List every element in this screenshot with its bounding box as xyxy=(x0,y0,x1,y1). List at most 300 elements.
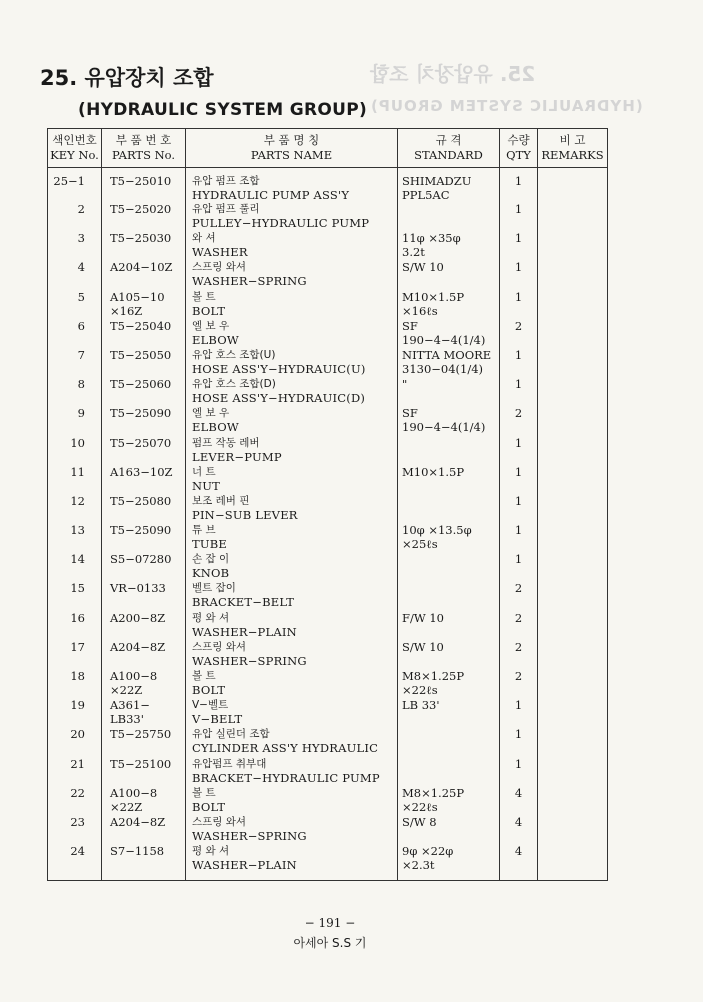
part-no-line1: T5−25030 xyxy=(110,231,172,246)
part-name xyxy=(186,815,398,844)
part-name xyxy=(186,786,398,815)
part-name-en: HOSE ASS'Y−HYDRAUIC(U) xyxy=(192,361,366,376)
header-std xyxy=(398,129,500,168)
standard-line1: S/W 10 xyxy=(402,639,444,654)
qty: 1 xyxy=(500,348,538,377)
part-name xyxy=(186,757,398,786)
qty: 1 xyxy=(500,202,538,231)
part-name xyxy=(186,727,398,756)
header-qty xyxy=(500,129,538,168)
part-no-line1: T5−25090 xyxy=(110,406,172,421)
part-no xyxy=(102,168,186,203)
standard xyxy=(398,348,500,377)
remarks xyxy=(538,465,608,494)
part-no-line1: A100−8 xyxy=(110,669,158,683)
standard xyxy=(398,552,500,581)
table-row xyxy=(48,465,608,494)
remarks xyxy=(538,319,608,348)
remarks xyxy=(538,436,608,465)
header-name-en: PARTS NAME xyxy=(250,148,333,162)
header-std-ko: 규 격 xyxy=(435,133,462,147)
part-name-ko: 보조 레버 핀 xyxy=(192,494,250,507)
remarks xyxy=(538,377,608,406)
remarks xyxy=(538,640,608,669)
part-no-line2: ×22Z xyxy=(110,683,143,697)
part-no xyxy=(102,406,186,435)
part-name-en: WASHER−SPRING xyxy=(192,828,307,843)
part-no-line1: T5−25010 xyxy=(110,174,172,188)
part-name-ko: 볼 트 xyxy=(192,670,216,682)
qty: 1 xyxy=(500,552,538,581)
part-no xyxy=(102,581,186,610)
standard xyxy=(398,202,500,231)
part-name-en: PIN−SUB LEVER xyxy=(192,507,298,522)
part-name xyxy=(186,844,398,881)
table-row xyxy=(48,377,608,406)
remarks xyxy=(538,260,608,289)
qty: 1 xyxy=(500,727,538,756)
part-no xyxy=(102,698,186,727)
key-no: 9 xyxy=(48,406,102,435)
qty: 2 xyxy=(500,669,538,698)
part-no-line1: A204−10Z xyxy=(110,260,173,275)
table-row xyxy=(48,348,608,377)
part-name-en: NUT xyxy=(192,478,221,493)
part-name-en: BRACKET−HYDRAULIC PUMP xyxy=(192,770,380,785)
part-name-ko: 볼 트 xyxy=(192,786,216,799)
part-no xyxy=(102,465,186,494)
standard xyxy=(398,669,500,698)
standard xyxy=(398,377,500,406)
part-name-ko: V−벨트 xyxy=(192,699,229,712)
standard xyxy=(398,260,500,289)
header-part xyxy=(102,129,186,168)
part-name xyxy=(186,552,398,581)
part-no-line2: ×22Z xyxy=(110,799,143,814)
standard xyxy=(398,406,500,435)
part-no-line2: LB33' xyxy=(110,712,144,727)
part-name-en: WASHER−PLAIN xyxy=(192,624,297,639)
part-name xyxy=(186,581,398,610)
part-name xyxy=(186,698,398,727)
table-row xyxy=(48,552,608,581)
qty: 2 xyxy=(500,581,538,610)
part-name xyxy=(186,465,398,494)
part-name xyxy=(186,377,398,406)
qty: 1 xyxy=(500,523,538,552)
part-no-line1: T5−25080 xyxy=(110,493,172,508)
remarks xyxy=(538,581,608,610)
section-title xyxy=(40,62,367,120)
standard-line1: F/W 10 xyxy=(402,610,444,625)
standard-line1: M8×1.25P xyxy=(402,669,465,683)
table-row xyxy=(48,757,608,786)
remarks xyxy=(538,168,608,203)
part-no-line1: A204−8Z xyxy=(110,639,166,654)
part-no-line1: A100−8 xyxy=(110,785,158,800)
part-name-ko: 와 셔 xyxy=(192,232,216,245)
part-name-ko: 유압펌프 취부대 xyxy=(192,757,267,770)
part-name-ko: 엘 보 우 xyxy=(192,407,230,420)
header-name xyxy=(186,129,398,168)
bleed-through-title xyxy=(370,58,643,115)
part-no-line1: A200−8Z xyxy=(110,610,166,625)
key-no: 6 xyxy=(48,319,102,348)
part-name-en: WASHER−SPRING xyxy=(192,653,307,668)
section-title-en: (HYDRAULIC SYSTEM GROUP) xyxy=(78,100,368,120)
key-no: 17 xyxy=(48,640,102,669)
part-name-en: BOLT xyxy=(192,683,226,697)
table-row xyxy=(48,698,608,727)
qty: 2 xyxy=(500,406,538,435)
standard-line1: SF xyxy=(402,406,418,421)
part-no xyxy=(102,290,186,319)
key-no: 12 xyxy=(48,494,102,523)
qty: 1 xyxy=(500,757,538,786)
standard-line1: 10φ ×13.5φ xyxy=(402,523,472,538)
standard-line2: ×2.3t xyxy=(402,858,435,873)
section-title-ko: 25. 유압장치 조합 xyxy=(40,66,214,90)
key-no: 3 xyxy=(48,231,102,260)
part-name xyxy=(186,168,398,203)
part-name-ko: 펌프 작동 레버 xyxy=(192,436,260,449)
table-row xyxy=(48,815,608,844)
qty: 1 xyxy=(500,494,538,523)
header-qty-en: QTY xyxy=(506,148,531,162)
table-row xyxy=(48,786,608,815)
header-qty-ko: 수량 xyxy=(507,133,530,147)
table-row xyxy=(48,436,608,465)
part-name-ko: 평 와 셔 xyxy=(192,611,230,624)
table-row xyxy=(48,523,608,552)
part-name-en: BOLT xyxy=(192,303,226,318)
key-no: 24 xyxy=(48,844,102,881)
standard-line2: ×25ℓs xyxy=(402,537,438,552)
qty: 1 xyxy=(500,168,538,203)
part-no-line1: T5−25050 xyxy=(110,347,172,362)
remarks xyxy=(538,669,608,698)
table-row xyxy=(48,844,608,881)
part-name-en: HYDRAULIC PUMP ASS'Y xyxy=(192,188,350,202)
header-key-ko: 색인번호 xyxy=(52,133,97,147)
part-no-line1: T5−25020 xyxy=(110,202,172,216)
table-row xyxy=(48,669,608,698)
page-number: − 191 − xyxy=(304,916,356,930)
part-name xyxy=(186,348,398,377)
part-no xyxy=(102,815,186,844)
header-part-en: PARTS No. xyxy=(111,148,176,162)
company-name: 아세아 S.S 기 xyxy=(293,936,367,950)
standard-line1: SF xyxy=(402,318,418,333)
bleed-through-title-en: (HYDRAULIC SYSTEM GROUP) xyxy=(370,97,643,115)
qty: 1 xyxy=(500,290,538,319)
key-no: 23 xyxy=(48,815,102,844)
part-name-en: TUBE xyxy=(192,537,228,552)
standard xyxy=(398,436,500,465)
standard-line1: S/W 8 xyxy=(402,814,437,829)
part-name xyxy=(186,319,398,348)
page-footer xyxy=(0,916,660,951)
standard-line1: M10×1.5P xyxy=(402,464,465,479)
standard-line1: NITTA MOORE xyxy=(402,347,492,362)
qty: 1 xyxy=(500,465,538,494)
part-name-ko: 스프링 와셔 xyxy=(192,261,247,274)
bleed-through-title-ko: 25. 유압장치 조합 xyxy=(370,62,536,86)
part-name xyxy=(186,640,398,669)
key-no: 2 xyxy=(48,202,102,231)
part-name xyxy=(186,669,398,698)
part-no xyxy=(102,523,186,552)
part-name-en: PULLEY−HYDRAULIC PUMP xyxy=(192,216,370,230)
part-name-en: V−BELT xyxy=(192,712,243,727)
part-no-line1: T5−25060 xyxy=(110,377,172,392)
standard-line2: 190−4−4(1/4) xyxy=(402,420,486,435)
part-name-ko: 유압 호스 조합(D) xyxy=(192,378,276,391)
table-row xyxy=(48,168,608,203)
standard xyxy=(398,786,500,815)
part-name xyxy=(186,260,398,289)
part-no-line1: T5−25090 xyxy=(110,523,172,538)
part-name-en: WASHER−PLAIN xyxy=(192,858,297,873)
standard-line1: 11φ ×35φ xyxy=(402,231,461,246)
qty: 1 xyxy=(500,698,538,727)
remarks xyxy=(538,231,608,260)
part-no-line1: T5−25070 xyxy=(110,435,172,450)
table-row xyxy=(48,406,608,435)
remarks xyxy=(538,523,608,552)
table-row xyxy=(48,319,608,348)
part-name xyxy=(186,202,398,231)
part-no-line1: T5−25040 xyxy=(110,318,172,333)
standard-line1: LB 33' xyxy=(402,698,440,713)
part-no xyxy=(102,640,186,669)
key-no: 14 xyxy=(48,552,102,581)
part-no xyxy=(102,494,186,523)
part-name xyxy=(186,436,398,465)
part-no xyxy=(102,260,186,289)
table-row xyxy=(48,727,608,756)
part-no xyxy=(102,844,186,881)
parts-table-header xyxy=(48,129,608,168)
part-no xyxy=(102,786,186,815)
part-name xyxy=(186,523,398,552)
part-no xyxy=(102,552,186,581)
qty: 1 xyxy=(500,436,538,465)
table-row xyxy=(48,202,608,231)
part-no xyxy=(102,202,186,231)
part-name xyxy=(186,231,398,260)
remarks xyxy=(538,757,608,786)
part-name-en: BOLT xyxy=(192,799,226,814)
key-no: 4 xyxy=(48,260,102,289)
standard-line1: 9φ ×22φ xyxy=(402,844,454,859)
part-name-en: WASHER−SPRING xyxy=(192,274,307,289)
qty: 1 xyxy=(500,377,538,406)
part-name-ko: 유압 펌프 조합 xyxy=(192,175,260,187)
parts-table-body xyxy=(48,168,608,881)
qty: 4 xyxy=(500,815,538,844)
standard-line1: SHIMADZU xyxy=(402,174,472,188)
qty: 2 xyxy=(500,640,538,669)
table-row xyxy=(48,290,608,319)
remarks xyxy=(538,844,608,881)
part-no xyxy=(102,348,186,377)
part-no-line1: A105−10 xyxy=(110,289,165,304)
part-no xyxy=(102,757,186,786)
part-name-ko: 스프링 와셔 xyxy=(192,815,247,828)
remarks xyxy=(538,815,608,844)
part-name-ko: 유압 호스 조합(U) xyxy=(192,348,276,361)
qty: 2 xyxy=(500,611,538,640)
qty: 2 xyxy=(500,319,538,348)
part-name xyxy=(186,494,398,523)
standard-line2: ×22ℓs xyxy=(402,683,438,697)
standard xyxy=(398,611,500,640)
qty: 1 xyxy=(500,260,538,289)
qty: 1 xyxy=(500,231,538,260)
part-name-en: CYLINDER ASS'Y HYDRAULIC xyxy=(192,741,379,756)
standard-line1: M10×1.5P xyxy=(402,289,465,304)
part-no-line1: S5−07280 xyxy=(110,552,172,567)
remarks xyxy=(538,786,608,815)
standard-line2: ×16ℓs xyxy=(402,303,438,318)
part-name-ko: 손 잡 이 xyxy=(192,553,230,566)
header-key xyxy=(48,129,102,168)
standard-line2: ×22ℓs xyxy=(402,799,438,814)
standard xyxy=(398,523,500,552)
key-no: 7 xyxy=(48,348,102,377)
remarks xyxy=(538,348,608,377)
key-no: 16 xyxy=(48,611,102,640)
standard-line2: PPL5AC xyxy=(402,188,450,202)
part-no xyxy=(102,436,186,465)
key-no: 8 xyxy=(48,377,102,406)
standard xyxy=(398,640,500,669)
key-no: 21 xyxy=(48,757,102,786)
standard xyxy=(398,494,500,523)
part-name-ko: 스프링 와셔 xyxy=(192,640,247,653)
standard-line2: 3130−04(1/4) xyxy=(402,361,484,376)
remarks xyxy=(538,611,608,640)
standard xyxy=(398,844,500,881)
remarks xyxy=(538,406,608,435)
header-remarks xyxy=(538,129,608,168)
standard xyxy=(398,290,500,319)
standard-line2: 190−4−4(1/4) xyxy=(402,332,486,347)
remarks xyxy=(538,727,608,756)
remarks xyxy=(538,698,608,727)
standard xyxy=(398,231,500,260)
qty: 4 xyxy=(500,844,538,881)
key-no: 22 xyxy=(48,786,102,815)
standard xyxy=(398,757,500,786)
key-no: 10 xyxy=(48,436,102,465)
header-rem-en: REMARKS xyxy=(541,148,604,162)
part-no-line1: A163−10Z xyxy=(110,464,173,479)
part-name-ko: 엘 보 우 xyxy=(192,319,230,332)
standard xyxy=(398,698,500,727)
part-name-ko: 너 트 xyxy=(192,465,216,478)
part-no xyxy=(102,231,186,260)
qty: 4 xyxy=(500,786,538,815)
header-rem-ko: 비 고 xyxy=(559,133,586,147)
standard-line1: " xyxy=(402,377,408,392)
part-no-line1: A204−8Z xyxy=(110,814,166,829)
part-no xyxy=(102,669,186,698)
table-row xyxy=(48,611,608,640)
part-no-line1: A361− xyxy=(110,698,150,713)
part-name xyxy=(186,290,398,319)
remarks xyxy=(538,202,608,231)
part-no xyxy=(102,377,186,406)
header-std-en: STANDARD xyxy=(414,148,483,162)
key-no: 18 xyxy=(48,669,102,698)
table-row xyxy=(48,581,608,610)
standard xyxy=(398,168,500,203)
part-no-line1: VR−0133 xyxy=(110,581,166,596)
parts-table xyxy=(47,128,608,881)
standard xyxy=(398,319,500,348)
standard xyxy=(398,581,500,610)
part-name-ko: 유압 펌프 풀리 xyxy=(192,203,260,215)
part-name xyxy=(186,406,398,435)
part-name-ko: 벨트 잡이 xyxy=(192,582,236,595)
remarks xyxy=(538,290,608,319)
part-name xyxy=(186,611,398,640)
key-no: 19 xyxy=(48,698,102,727)
key-no: 5 xyxy=(48,290,102,319)
table-row xyxy=(48,260,608,289)
part-name-en: LEVER−PUMP xyxy=(192,449,282,464)
part-name-en: WASHER xyxy=(192,245,248,260)
part-no-line1: S7−1158 xyxy=(110,844,165,859)
part-no-line2: ×16Z xyxy=(110,303,143,318)
standard xyxy=(398,727,500,756)
key-no: 25−1 xyxy=(48,168,102,203)
table-row xyxy=(48,231,608,260)
part-name-ko: 평 와 셔 xyxy=(192,845,230,858)
key-no: 20 xyxy=(48,727,102,756)
header-part-ko: 부 품 번 호 xyxy=(115,133,172,147)
standard xyxy=(398,815,500,844)
part-no-line1: T5−25750 xyxy=(110,727,172,742)
key-no: 15 xyxy=(48,581,102,610)
standard-line1: M8×1.25P xyxy=(402,785,465,800)
standard-line2: 3.2t xyxy=(402,245,425,260)
part-name-en: BRACKET−BELT xyxy=(192,595,295,610)
part-no xyxy=(102,727,186,756)
key-no: 13 xyxy=(48,523,102,552)
table-row xyxy=(48,640,608,669)
part-name-en: ELBOW xyxy=(192,420,239,435)
remarks xyxy=(538,494,608,523)
table-row xyxy=(48,494,608,523)
part-name-en: KNOB xyxy=(192,566,230,581)
header-key-en: KEY No. xyxy=(50,148,99,162)
standard-line1: S/W 10 xyxy=(402,260,444,275)
remarks xyxy=(538,552,608,581)
part-name-ko: 튜 브 xyxy=(192,524,216,537)
part-name-ko: 볼 트 xyxy=(192,290,216,303)
part-name-ko: 유압 실린더 조합 xyxy=(192,728,270,741)
standard xyxy=(398,465,500,494)
part-name-en: HOSE ASS'Y−HYDRAUIC(D) xyxy=(192,391,366,406)
part-no-line1: T5−25100 xyxy=(110,756,172,771)
part-no xyxy=(102,319,186,348)
key-no: 11 xyxy=(48,465,102,494)
part-no xyxy=(102,611,186,640)
header-name-ko: 부 품 명 칭 xyxy=(263,133,320,147)
